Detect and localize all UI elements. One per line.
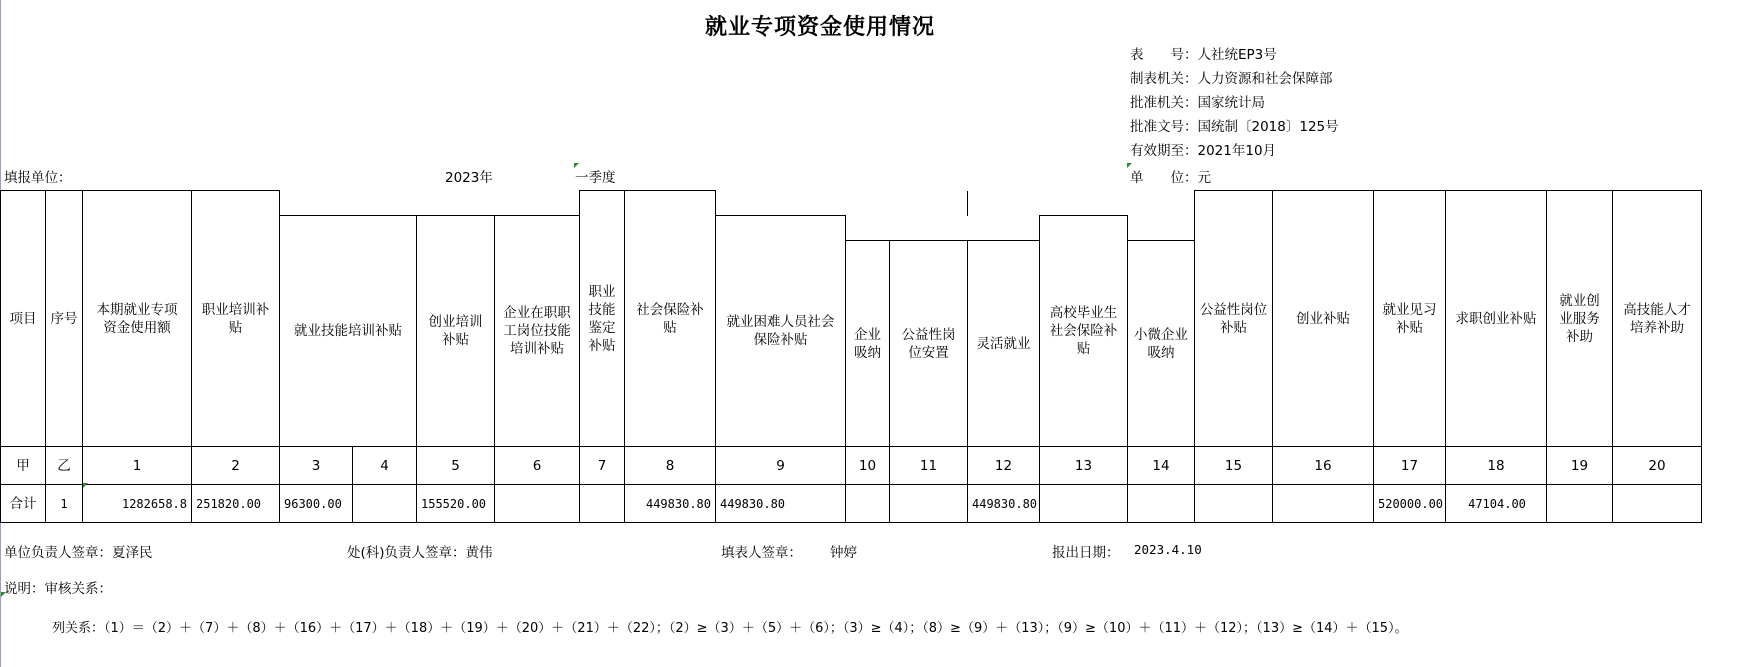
header-col-6: 企业在职职工岗位技能培训补贴 bbox=[495, 216, 580, 447]
header-col-18: 就业见习补贴 bbox=[1374, 191, 1446, 447]
total-seq: 1 bbox=[46, 485, 83, 523]
header-group-blank bbox=[716, 191, 968, 216]
funds-table bbox=[0, 190, 1702, 523]
header-item: 项目 bbox=[1, 191, 46, 447]
code-2: 2 bbox=[192, 447, 280, 485]
header-col-21: 高技能人才培养补助 bbox=[1613, 191, 1702, 447]
report-quarter: 一季度 bbox=[575, 170, 616, 186]
code-4: 4 bbox=[353, 447, 417, 485]
meta-approval-doc: 批准文号：国统制〔2018〕125号 bbox=[1130, 119, 1339, 135]
total-value-2: 251820.00 bbox=[192, 485, 280, 523]
code-17: 17 bbox=[1374, 447, 1446, 485]
header-subgroup-blank bbox=[846, 216, 1040, 241]
code-15: 15 bbox=[1195, 447, 1273, 485]
cell-comment-marker bbox=[1, 592, 6, 597]
total-value-6 bbox=[495, 485, 580, 523]
header-col-8: 社会保险补贴 bbox=[625, 191, 716, 447]
total-value-19 bbox=[1547, 485, 1613, 523]
total-value-15 bbox=[1195, 485, 1273, 523]
header-col-10: 企业吸纳 bbox=[846, 241, 890, 447]
total-value-10 bbox=[846, 485, 890, 523]
code-20: 20 bbox=[1613, 447, 1702, 485]
code-5: 5 bbox=[417, 447, 495, 485]
header-col-3: 就业技能培训补贴 bbox=[280, 216, 417, 447]
code-12: 12 bbox=[968, 447, 1040, 485]
code-7: 7 bbox=[580, 447, 625, 485]
code-11: 11 bbox=[890, 447, 968, 485]
total-value-20 bbox=[1613, 485, 1702, 523]
code-14: 14 bbox=[1128, 447, 1195, 485]
total-value-5: 155520.00 bbox=[417, 485, 495, 523]
header-col-7: 职业技能鉴定补贴 bbox=[580, 191, 625, 447]
meta-approver: 批准机关：国家统计局 bbox=[1130, 95, 1265, 111]
report-year: 2023年 bbox=[445, 170, 493, 186]
code-13: 13 bbox=[1040, 447, 1128, 485]
header-col-14: 小微企业吸纳 bbox=[1128, 241, 1195, 447]
total-value-12: 449830.80 bbox=[968, 485, 1040, 523]
column-relation-note: 列关系：（1）＝（2）＋（7）＋（8）＋（16）＋（17）＋（18）＋（19）＋（20）＋（21）＋（22）；（2）≥（3）＋（5）＋（6）；（3）≥（4）；（8）≥（9）＋（13）；（9）≥（10）＋（11）＋（12）；（13）≥（14）＋（15）。 bbox=[52, 621, 1408, 636]
meta-unit: 单 位：元 bbox=[1130, 170, 1211, 186]
cell-comment-marker bbox=[83, 483, 88, 488]
code-8: 8 bbox=[625, 447, 716, 485]
total-label: 合计 bbox=[1, 485, 46, 523]
header-col-5: 创业培训补贴 bbox=[417, 216, 495, 447]
header-col-11: 公益性岗位安置 bbox=[890, 241, 968, 447]
report-date: 2023.4.10 bbox=[1134, 542, 1202, 557]
header-col-20: 就业创业服务补助 bbox=[1547, 191, 1613, 447]
header-col-16: 公益性岗位补贴 bbox=[1195, 191, 1273, 447]
header-col-12: 灵活就业 bbox=[968, 241, 1040, 447]
report-meta bbox=[1130, 43, 1339, 163]
total-value-18: 47104.00 bbox=[1446, 485, 1547, 523]
header-col-19: 求职创业补贴 bbox=[1446, 191, 1547, 447]
code-16: 16 bbox=[1273, 447, 1374, 485]
header-subgroup-blank bbox=[1128, 216, 1273, 241]
code-3: 3 bbox=[280, 447, 353, 485]
total-value-13 bbox=[1040, 485, 1128, 523]
code-1: 1 bbox=[83, 447, 192, 485]
total-value-1: 1282658.8 bbox=[83, 485, 192, 523]
reporting-unit-label: 填报单位： bbox=[4, 170, 72, 186]
code-item: 甲 bbox=[1, 447, 46, 485]
report-date-label: 报出日期： bbox=[1052, 545, 1120, 561]
total-value-8: 449830.80 bbox=[625, 485, 716, 523]
total-value-7 bbox=[580, 485, 625, 523]
total-value-9: 449830.80 bbox=[716, 485, 846, 523]
header-col-13: 高校毕业生社会保险补贴 bbox=[1040, 216, 1128, 447]
total-value-3: 96300.00 bbox=[280, 485, 353, 523]
code-seq: 乙 bbox=[46, 447, 83, 485]
filler-name: 钟婷 bbox=[830, 545, 857, 561]
header-group-blank bbox=[280, 191, 580, 216]
code-18: 18 bbox=[1446, 447, 1547, 485]
header-group-blank bbox=[968, 191, 1195, 216]
dept-head-signature: 处(科)负责人签章：黄伟 bbox=[347, 545, 493, 561]
unit-head-signature: 单位负责人签章：夏泽民 bbox=[4, 545, 153, 561]
filler-signature-label: 填表人签章： bbox=[721, 545, 802, 561]
header-col-9: 就业困难人员社会保险补贴 bbox=[716, 216, 846, 447]
total-value-14 bbox=[1128, 485, 1195, 523]
header-col-17: 创业补贴 bbox=[1273, 191, 1374, 447]
meta-table-no: 表 号：人社统EP3号 bbox=[1130, 47, 1277, 63]
code-6: 6 bbox=[495, 447, 580, 485]
header-col-2: 职业培训补贴 bbox=[192, 191, 280, 447]
code-10: 10 bbox=[846, 447, 890, 485]
notes-label: 说明：审核关系： bbox=[4, 581, 112, 597]
total-value-4 bbox=[353, 485, 417, 523]
header-seq: 序号 bbox=[46, 191, 83, 447]
header-col-1: 本期就业专项资金使用额 bbox=[83, 191, 192, 447]
meta-valid-until: 有效期至：2021年10月 bbox=[1130, 143, 1277, 159]
total-value-16 bbox=[1273, 485, 1374, 523]
meta-issuer: 制表机关：人力资源和社会保障部 bbox=[1130, 71, 1333, 87]
total-value-11 bbox=[890, 485, 968, 523]
code-19: 19 bbox=[1547, 447, 1613, 485]
code-9: 9 bbox=[716, 447, 846, 485]
total-value-17: 520000.00 bbox=[1374, 485, 1446, 523]
report-title: 就业专项资金使用情况 bbox=[704, 14, 935, 40]
